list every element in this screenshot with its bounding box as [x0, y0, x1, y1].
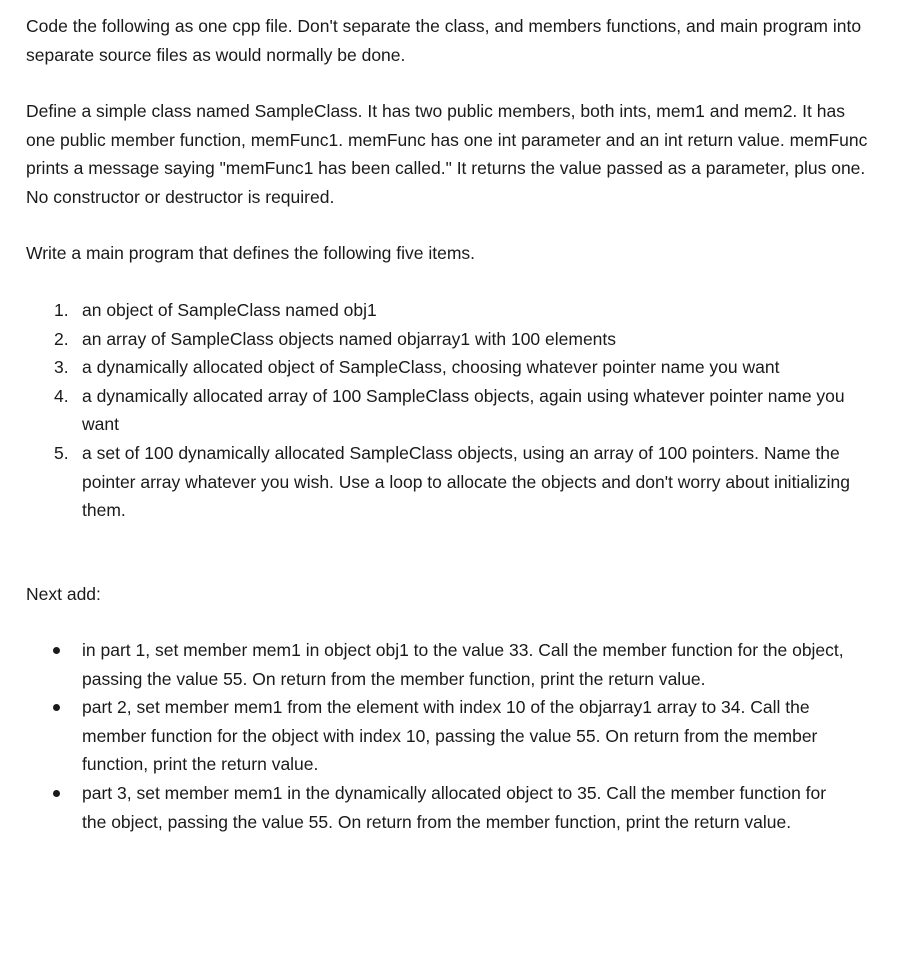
next-add-paragraph: Next add: — [26, 584, 101, 604]
bullet-item-text: part 2, set member mem1 from the element with index 10 of the objarray1 array to 34. Call the member function for the object with index 10, passing the value 55. On return from the member function, print the return value. — [82, 697, 818, 775]
bullet-item — [0, 779, 852, 836]
list-number: 5. — [54, 442, 69, 463]
list-item-text: a dynamically allocated array of 100 SampleClass objects, again using whatever pointer name you want — [82, 385, 845, 435]
list-item-text: an object of SampleClass named obj1 — [82, 300, 377, 320]
bullet-item — [0, 636, 852, 693]
class-definition-paragraph: Define a simple class named SampleClass. It has two public members, both ints, mem1 and mem2. It has one public member function, memFunc1. memFunc has one int parameter and an int return value. memFunc prints a message saying "memFunc1 has been called." It returns the value passed as a parameter, plus one. No constructor or destructor is required. — [26, 101, 868, 207]
bullet-item-text: part 3, set member mem1 in the dynamically allocated object to 35. Call the member function for the object, passing the value 55. On return from the member function, print the return value. — [82, 782, 827, 832]
main-program-paragraph: Write a main program that defines the following five items. — [26, 243, 476, 263]
bullet-icon — [53, 704, 60, 711]
intro-paragraph: Code the following as one cpp file. Don't separate the class, and members functions, and main program into separate source files as would normally be done. — [26, 16, 862, 65]
list-number: 4. — [54, 385, 69, 406]
list-item — [0, 296, 852, 325]
list-item-text: a dynamically allocated object of SampleClass, choosing whatever pointer name you want — [82, 357, 780, 378]
list-number: 2. — [54, 328, 69, 349]
list-item — [0, 353, 852, 382]
bullet-icon — [53, 647, 60, 654]
list-number: 3. — [54, 357, 69, 378]
bullet-icon — [53, 790, 60, 797]
bullet-item — [0, 693, 852, 779]
bullet-list — [0, 636, 860, 836]
bullet-item-text: in part 1, set member mem1 in object obj1 to the value 33. Call the member function for the object, passing the value 55. On return from the member function, print the return value. — [82, 640, 844, 689]
list-number: 1. — [54, 300, 69, 320]
list-item — [0, 439, 852, 525]
numbered-list — [0, 296, 860, 525]
list-item-text: a set of 100 dynamically allocated SampleClass objects, using an array of 100 pointers. Name the pointer array whatever you wish. Use a loop to allocate the objects and don't worry about initializing them. — [82, 442, 850, 521]
list-item — [0, 382, 852, 439]
list-item — [0, 325, 852, 354]
list-item-text: an array of SampleClass objects named objarray1 with 100 elements — [82, 328, 617, 349]
